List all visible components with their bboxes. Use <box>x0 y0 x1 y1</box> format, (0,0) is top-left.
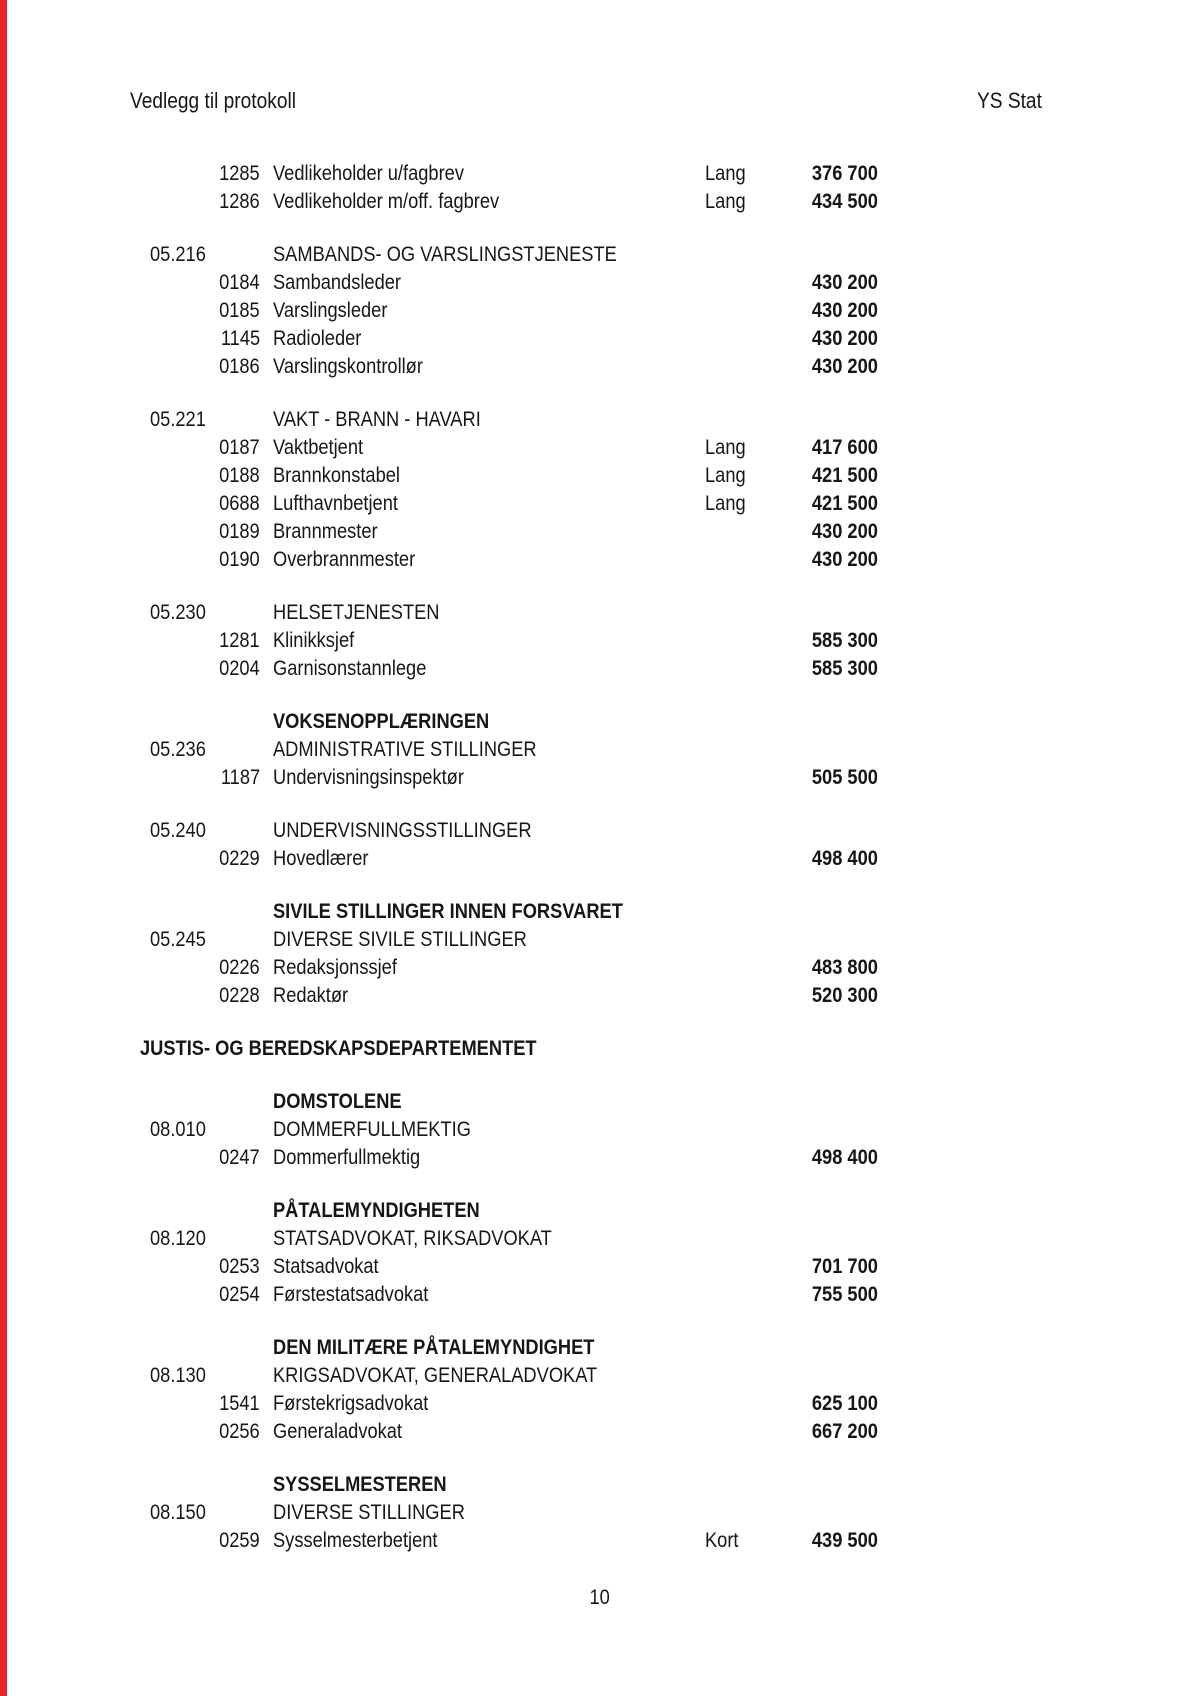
chapter-code <box>150 736 214 764</box>
position-code-text: 0184 <box>219 271 260 294</box>
position-title <box>273 1281 452 1309</box>
position-code <box>188 297 260 325</box>
annual-wage <box>738 764 878 792</box>
page-number-text: 10 <box>589 1586 611 1609</box>
subsection-heading-text: DEN MILITÆRE PÅTALEMYNDIGHET <box>273 1336 595 1359</box>
table-row-preheader <box>0 898 1200 926</box>
table-row-preheader <box>0 1197 1200 1225</box>
position-title-text: Radioleder <box>273 327 362 350</box>
position-code-text: 0253 <box>219 1255 260 1278</box>
annual-wage <box>738 188 878 216</box>
annual-wage <box>738 269 878 297</box>
annual-wage <box>738 353 878 381</box>
annual-wage <box>738 1527 878 1555</box>
table-row-section <box>0 599 1200 627</box>
position-code <box>188 546 260 574</box>
table-row-section <box>0 736 1200 764</box>
annual-wage-text: 667 200 <box>811 1420 878 1443</box>
position-code-text: 0259 <box>219 1529 260 1552</box>
annual-wage <box>738 518 878 546</box>
position-title <box>273 434 377 462</box>
annual-wage-text: 585 300 <box>811 657 878 680</box>
position-title-text: Førstekrigsadvokat <box>273 1392 429 1415</box>
duration-label-text: Kort <box>705 1529 739 1552</box>
annual-wage <box>738 160 878 188</box>
position-code-text: 0254 <box>219 1283 260 1306</box>
table-row-preheader <box>0 708 1200 736</box>
section-title-text: ADMINISTRATIVE STILLINGER <box>273 738 537 761</box>
annual-wage <box>738 1390 878 1418</box>
table-row-item <box>0 1144 1200 1172</box>
annual-wage <box>738 655 878 683</box>
section-title-text: DOMMERFULLMEKTIG <box>273 1118 471 1141</box>
chapter-code-text: 05.216 <box>150 243 206 266</box>
annual-wage <box>738 490 878 518</box>
position-title-text: Brannkonstabel <box>273 464 400 487</box>
position-code-text: 0247 <box>219 1146 260 1169</box>
chapter-code <box>150 1362 214 1390</box>
position-title-text: Brannmester <box>273 520 378 543</box>
table-row-item <box>0 546 1200 574</box>
duration-label-text: Lang <box>705 162 746 185</box>
position-title <box>273 1418 421 1446</box>
position-code-text: 1145 <box>220 327 260 350</box>
position-code-text: 1541 <box>219 1392 260 1415</box>
table-row-item <box>0 462 1200 490</box>
position-title-text: Sysselmesterbetjent <box>273 1529 438 1552</box>
table-row-item <box>0 982 1200 1010</box>
position-code <box>188 1390 260 1418</box>
annual-wage <box>738 1144 878 1172</box>
position-title <box>273 490 417 518</box>
section-title <box>273 926 565 954</box>
duration-label-text: Lang <box>705 464 746 487</box>
position-code <box>188 1527 260 1555</box>
position-title <box>273 353 445 381</box>
table-row-item <box>0 490 1200 518</box>
table-row-section <box>0 1362 1200 1390</box>
position-code-text: 0204 <box>219 657 260 680</box>
table-row-preheader <box>0 1471 1200 1499</box>
chapter-code <box>150 599 214 627</box>
section-title <box>273 1362 646 1390</box>
subsection-heading <box>273 1088 421 1116</box>
subsection-heading-text: PÅTALEMYNDIGHETEN <box>273 1199 480 1222</box>
section-title-text: VAKT - BRANN - HAVARI <box>273 408 481 431</box>
position-code <box>188 845 260 873</box>
section-title-text: STATSADVOKAT, RIKSADVOKAT <box>273 1227 552 1250</box>
chapter-code-text: 08.010 <box>150 1118 206 1141</box>
position-code-text: 0186 <box>219 355 260 378</box>
chapter-code-text: 08.120 <box>150 1227 206 1250</box>
chapter-code <box>150 406 214 434</box>
position-title <box>273 1390 452 1418</box>
table-row-item <box>0 160 1200 188</box>
chapter-code <box>150 1499 214 1527</box>
position-code-text: 0185 <box>219 299 260 322</box>
position-code-text: 0226 <box>219 956 260 979</box>
header-title <box>130 87 321 115</box>
table-row-section <box>0 817 1200 845</box>
position-title <box>273 297 405 325</box>
section-title <box>273 599 464 627</box>
annual-wage-text: 421 500 <box>811 464 878 487</box>
chapter-code <box>150 241 214 269</box>
position-title <box>273 845 383 873</box>
position-title <box>273 1144 442 1172</box>
position-code <box>188 1281 260 1309</box>
department-heading-text: JUSTIS- OG BEREDSKAPSDEPARTEMENTET <box>140 1037 537 1060</box>
annual-wage-text: 421 500 <box>811 492 878 515</box>
duration-label-text: Lang <box>705 436 746 459</box>
table-row-section <box>0 1116 1200 1144</box>
annual-wage-text: 498 400 <box>811 1146 878 1169</box>
chapter-code <box>150 926 214 954</box>
annual-wage <box>738 325 878 353</box>
annual-wage-text: 430 200 <box>811 520 878 543</box>
chapter-code-text: 08.150 <box>150 1501 206 1524</box>
section-title <box>273 736 576 764</box>
annual-wage-text: 483 800 <box>811 956 878 979</box>
position-code-text: 0229 <box>219 847 260 870</box>
position-title <box>273 160 493 188</box>
table-row-item <box>0 434 1200 462</box>
position-code <box>188 518 260 546</box>
table-row-item <box>0 954 1200 982</box>
position-title <box>273 954 415 982</box>
table-row-section <box>0 241 1200 269</box>
annual-wage <box>738 434 878 462</box>
position-code-text: 0256 <box>219 1420 260 1443</box>
position-code-text: 0190 <box>219 548 260 571</box>
section-title <box>273 1225 594 1253</box>
position-code <box>188 1144 260 1172</box>
chapter-code <box>150 1225 214 1253</box>
position-code <box>188 434 260 462</box>
position-title-text: Sambandsleder <box>273 271 401 294</box>
position-code-text: 0188 <box>219 464 260 487</box>
subsection-heading <box>273 1197 511 1225</box>
chapter-code <box>150 1116 214 1144</box>
table-row-item <box>0 845 1200 873</box>
chapter-code-text: 05.230 <box>150 601 206 624</box>
position-title-text: Generaladvokat <box>273 1420 402 1443</box>
subsection-heading-text: VOKSENOPPLÆRINGEN <box>273 710 490 733</box>
annual-wage-text: 430 200 <box>811 548 878 571</box>
position-code-text: 0187 <box>219 436 260 459</box>
position-title <box>273 1253 394 1281</box>
annual-wage-text: 520 300 <box>811 984 878 1007</box>
position-title-text: Førstestatsadvokat <box>273 1283 429 1306</box>
position-title-text: Dommerfullmektig <box>273 1146 421 1169</box>
position-code <box>188 160 260 188</box>
position-code <box>188 353 260 381</box>
annual-wage <box>738 1281 878 1309</box>
annual-wage <box>738 1253 878 1281</box>
table-row-item <box>0 1253 1200 1281</box>
table-row-section <box>0 406 1200 434</box>
table-row-section <box>0 1225 1200 1253</box>
table-row-department <box>0 1035 1200 1063</box>
table-row-item <box>0 627 1200 655</box>
position-code <box>188 1418 260 1446</box>
subsection-heading-text: SIVILE STILLINGER INNEN FORSVARET <box>273 900 623 923</box>
section-title-text: HELSETJENESTEN <box>273 601 440 624</box>
position-title <box>273 546 436 574</box>
position-title-text: Vedlikeholder u/fagbrev <box>273 162 464 185</box>
position-title <box>273 764 492 792</box>
position-title-text: Klinikksjef <box>273 629 355 652</box>
annual-wage-text: 430 200 <box>811 271 878 294</box>
position-title <box>273 1527 462 1555</box>
section-title-text: DIVERSE STILLINGER <box>273 1501 465 1524</box>
annual-wage <box>738 982 878 1010</box>
position-code-text: 1285 <box>219 162 260 185</box>
position-title-text: Vedlikeholder m/off. fagbrev <box>273 190 500 213</box>
position-title-text: Undervisningsinspektør <box>273 766 464 789</box>
chapter-code-text: 08.130 <box>150 1364 206 1387</box>
section-title-text: DIVERSE SIVILE STILLINGER <box>273 928 527 951</box>
header-org <box>977 87 1052 115</box>
position-code <box>188 982 260 1010</box>
position-code-text: 1281 <box>219 629 260 652</box>
annual-wage <box>738 627 878 655</box>
subsection-heading <box>273 708 522 736</box>
position-title <box>273 655 449 683</box>
annual-wage-text: 505 500 <box>811 766 878 789</box>
annual-wage-text: 625 100 <box>811 1392 878 1415</box>
annual-wage-text: 434 500 <box>811 190 878 213</box>
position-title-text: Statsadvokat <box>273 1255 379 1278</box>
position-title-text: Varslingskontrollør <box>273 355 423 378</box>
table-row-item <box>0 1527 1200 1555</box>
section-title <box>273 1116 501 1144</box>
position-title <box>273 269 420 297</box>
position-title-text: Garnisonstannlege <box>273 657 427 680</box>
annual-wage-text: 755 500 <box>811 1283 878 1306</box>
section-title <box>273 406 512 434</box>
section-title-text: UNDERVISNINGSSTILLINGER <box>273 819 532 842</box>
page-header <box>0 87 1200 115</box>
table-row-section <box>0 926 1200 954</box>
table-row-item <box>0 188 1200 216</box>
position-code <box>188 764 260 792</box>
position-code <box>188 954 260 982</box>
section-title <box>273 1499 494 1527</box>
subsection-heading-text: DOMSTOLENE <box>273 1090 402 1113</box>
position-code-text: 0189 <box>219 520 260 543</box>
section-title-text: KRIGSADVOKAT, GENERALADVOKAT <box>273 1364 598 1387</box>
annual-wage-text: 439 500 <box>811 1529 878 1552</box>
table-row-item <box>0 1281 1200 1309</box>
subsection-heading <box>273 898 675 926</box>
table-row-item <box>0 1418 1200 1446</box>
position-code <box>188 188 260 216</box>
header-title-text: Vedlegg til protokoll <box>130 88 296 113</box>
position-title-text: Redaktør <box>273 984 349 1007</box>
annual-wage <box>738 954 878 982</box>
table-row-section <box>0 1499 1200 1527</box>
position-code <box>188 627 260 655</box>
position-title <box>273 188 533 216</box>
table-row-preheader <box>0 1334 1200 1362</box>
header-org-text: YS Stat <box>977 88 1042 113</box>
position-title <box>273 627 366 655</box>
position-title-text: Vaktbetjent <box>273 436 364 459</box>
subsection-heading-text: SYSSELMESTEREN <box>273 1473 447 1496</box>
position-title <box>273 462 419 490</box>
position-title <box>273 982 359 1010</box>
section-title-text: SAMBANDS- OG VARSLINGSTJENESTE <box>273 243 617 266</box>
department-heading <box>140 1035 596 1063</box>
annual-wage-text: 498 400 <box>811 847 878 870</box>
annual-wage <box>738 845 878 873</box>
annual-wage <box>738 1418 878 1446</box>
table-row-item <box>0 518 1200 546</box>
chapter-code-text: 05.240 <box>150 819 206 842</box>
annual-wage <box>738 297 878 325</box>
position-title <box>273 325 375 353</box>
annual-wage-text: 701 700 <box>811 1255 878 1278</box>
table-row-item <box>0 325 1200 353</box>
duration-label-text: Lang <box>705 190 746 213</box>
position-code-text: 0228 <box>219 984 260 1007</box>
position-code <box>188 655 260 683</box>
table-row-item <box>0 1390 1200 1418</box>
section-title <box>273 817 570 845</box>
position-title-text: Varslingsleder <box>273 299 388 322</box>
annual-wage-text: 430 200 <box>811 327 878 350</box>
position-title-text: Hovedlærer <box>273 847 369 870</box>
position-title-text: Lufthavnbetjent <box>273 492 398 515</box>
table-row-item <box>0 353 1200 381</box>
annual-wage <box>738 462 878 490</box>
chapter-code-text: 05.221 <box>150 408 206 431</box>
position-title <box>273 518 393 546</box>
table-row-item <box>0 655 1200 683</box>
annual-wage-text: 417 600 <box>811 436 878 459</box>
position-code <box>188 269 260 297</box>
subsection-heading <box>273 1334 642 1362</box>
table-row-item <box>0 764 1200 792</box>
page-number <box>0 1584 1200 1612</box>
position-code-text: 1286 <box>219 190 260 213</box>
subsection-heading <box>273 1471 473 1499</box>
section-title <box>273 241 668 269</box>
annual-wage-text: 430 200 <box>811 355 878 378</box>
position-title-text: Overbrannmester <box>273 548 416 571</box>
position-code-text: 0688 <box>219 492 260 515</box>
table-row-item <box>0 269 1200 297</box>
table-row-item <box>0 297 1200 325</box>
position-title-text: Redaksjonssjef <box>273 956 397 979</box>
position-code <box>188 325 260 353</box>
position-code <box>188 490 260 518</box>
position-code <box>188 462 260 490</box>
position-code-text: 1187 <box>220 766 260 789</box>
annual-wage-text: 376 700 <box>811 162 878 185</box>
table-row-preheader <box>0 1088 1200 1116</box>
position-code <box>188 1253 260 1281</box>
chapter-code-text: 05.236 <box>150 738 206 761</box>
duration-label-text: Lang <box>705 492 746 515</box>
chapter-code <box>150 817 214 845</box>
chapter-code-text: 05.245 <box>150 928 206 951</box>
annual-wage <box>738 546 878 574</box>
annual-wage-text: 585 300 <box>811 629 878 652</box>
annual-wage-text: 430 200 <box>811 299 878 322</box>
